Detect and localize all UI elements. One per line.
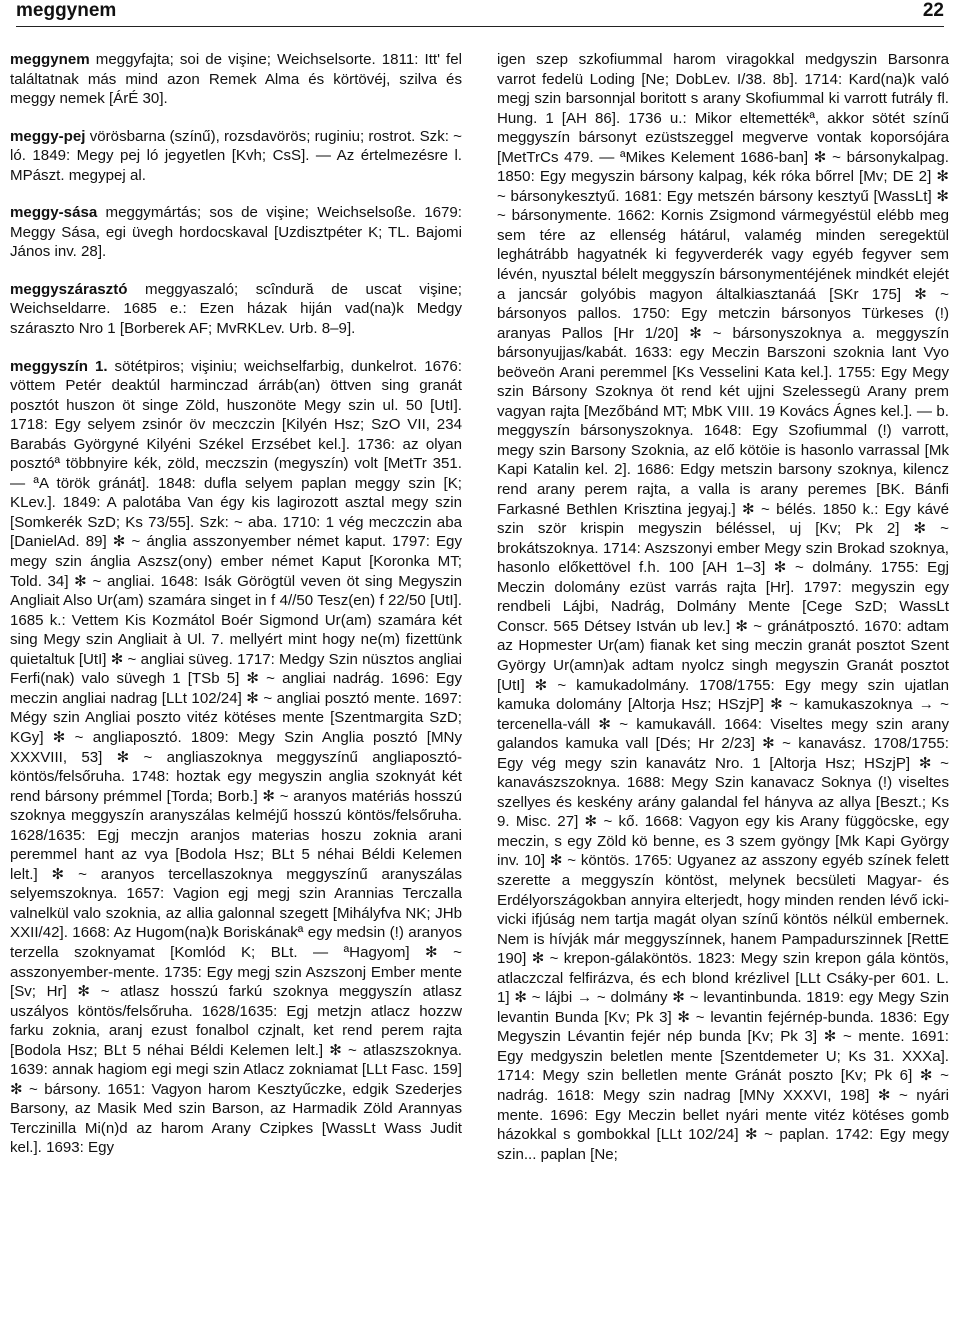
right-column bbox=[497, 50, 949, 1330]
dictionary-entry bbox=[10, 280, 462, 339]
entry-body: meggyfajta; soi de vişine; Weichselsorte. 1811: Itt' fel találtatnak más mind azon Remek Alma és körtövéj, szilva és meggy nemek [ÁrÉ 30]. bbox=[10, 51, 462, 108]
entry-text bbox=[10, 357, 462, 1158]
entry-text bbox=[10, 50, 462, 109]
entry-text bbox=[10, 280, 462, 339]
entry-headword: meggynem bbox=[10, 51, 90, 68]
sense-number: 1. bbox=[94, 357, 108, 375]
entry-headword: meggyszárasztó bbox=[10, 280, 128, 298]
entry-headword: meggy-pej bbox=[10, 127, 86, 145]
entry-body: vörösbarna (színű), rozsdavörös; ruginiu; rostrot. Szk: ~ ló. 1849: Megy pej ló jegyetlen [Kvh; CsS]. — Az értelmezésre l. MPászt. megypej al. bbox=[10, 127, 462, 184]
entry-headword: meggyszín bbox=[10, 357, 89, 375]
entry-continuation bbox=[497, 50, 949, 1164]
entry-body: meggyaszaló; scîndură de uscat vişine; Weichseldarre. 1685 e.: Ezen házak hiján vad(na)k Medgy száraszto Nro 1 [Borberek AF; MvRKLev. Urb. 8–9]. bbox=[10, 280, 462, 338]
left-column bbox=[10, 50, 462, 1330]
dictionary-entry bbox=[10, 127, 462, 186]
dictionary-entry bbox=[10, 50, 462, 109]
running-head bbox=[16, 0, 944, 27]
dictionary-entry bbox=[10, 357, 462, 1158]
entry-text bbox=[10, 203, 462, 262]
running-headword: meggynem bbox=[16, 0, 117, 21]
entry-body: meggymártás; sos de vişine; Weichselsoße. 1679: Meggy Sása, egi üvegh hordocskaval [Uzdisztpéter K; TL. Bajomi János inv. 28]. bbox=[10, 204, 462, 261]
page-number: 22 bbox=[922, 0, 944, 21]
dictionary-entry bbox=[10, 203, 462, 262]
entry-text bbox=[10, 127, 462, 186]
entry-headword: meggy-sása bbox=[10, 204, 98, 222]
entry-body: igen szep szkofiummal harom viragokkal medgyszin Barsonra varrot fedelü Loding [Ne; DobLev. I/38. 8b]. 1714: Kard(na)k való megj szin barsonnjal boritott s arany Skofiummal ki varrott futrály fl. Hung. 1 [AH 86]. 1736 u.: Mikor eltemettékª, akkor sötét színű meggyszín bársonyt ezüstszeggel megverve vontak koporsójára [MetTrCs 479. — ªMikes Kelement 1686-ban] ✻ ~ bársonykalpag. 1850: Egy megyszin bársony kalpag, kék róka bőrrel [Mv; DE 2] ✻ ~ bársonykesztyű. 1681: Egy metszén bársony kesztyű [WassLt] ✻ ~ bársonymente. 1662: Kornis Zsigmond vármegyéstül elébb meg sem tére az ellenség hátárul, valamég minden seregektül leghátrább hagyatnék ki fegyverderék vagy egyéb fegyver sem lévén, nyusztal bélelt meggyszín bársonymentéjének mindkét elejét a jancsár golyóbis magyon általkiasztanáá [SKr 175] ✻ ~ bársonyos pallos. 1750: Egy metczin bársonyos Türkeses (!) aranyas Pallos [Hr 1/20] ✻ ~ bársonyszoknya a. meggyszín bársonyujjas/kabát. 1633: egy Meczin Barszoni szoknia lant Vyo beöveön Arani peremmel [Ks Vesselini Kata kel.]. 1755: Egy Megy szin Bársony Szoknya öt rend két ujjni Szelessegü Arany prem vagyan rajta [Mezőbánd MT; MbK VIII. 19 Kovács Ágnes kel.]. — b. meggyszín bársonyszoknya. 1648: Egy Szofiummal (!) varrott, megy szin Barsony Szoknia, az elő kötöie is hasonlo varrassal [Mk Kapi Katalin kel. 2]. 1686: Edgy metszin barsony szoknya, kilencz rend arany perem rajta, a valla is arany peremes [BK. Bánfi Farkasné Bethlen Krisztina jegyaj.] ✻ ~ bélés. 1850 k.: Egy kávé szin ször krispin megyszin béléssel, uj [Kv; Pk 2] ✻ ~ brokátszoknya. 1714: Aszszonyi ember Megy szin Brokad szoknya, hasonlo előkettövel f.h. 100 [AH 1–3] ✻ ~ dolmány. 1755: Egj Meczin dolomány ezüst varrás rajta [Hr]. 1797: megyszin egy rendbeli Lájbi, Nadrág, Dolmány Mente [Cege SzD; WassLt Conscr. 565 Détsey István ub lev.] ✻ ~ gránátposztó. 1670: adtam az Hopmester Ur(am) fianak ket sing meczin granát posztot Szent György Ur(amn)ak adtam nyolcz singh megyszin Granát posztot [UtI] ✻ ~ kamukadolmány. 1708/1755: Egy megy szin ujatlan kamuka dolomány [Altorja Hsz; HSzjP] ✻ ~ kamukaszoknya → ~ tercenella-váll ✻ ~ kamukaváll. 1664: Viseltes megy szin arany galandos kamuka vall [Dés; Hr 2/23] ✻ ~ kanavász. 1708/1755: Egy vég megy szin kanavátz Nro. 1 [Altorja Hsz; HSzjP] ✻ ~ kanavászszoknya. 1688: Megy Szin kanavacz Soknya (!) viseltes szellyes és keskény arány galandal fel hányva az allya [Beszt.; Ks 9. Misc. 27] ✻ ~ kő. 1668: Vagyon egy kis Arany függöcske, egy meczin, s egy Zöld kö benne, es 3 szem gyöngy [Mk Kapi György inv. 10] ✻ ~ köntös. 1765: Ugyanez az asszony egyéb színek felett szerette a meggyszín köntöst, melynek becsületi Magyar- és Erdélyországokban annyira elterjedt, hogy minden renden lévő icki-vicki ifjúság nem tartja magát olyan színű köntös nélkül embernek. Nem is hívják már meggyszínnek, hanem Pampadurszinnek [RettE 190] ✻ ~ krepon-gálaköntös. 1823: Megy szin krepon gála köntös, atlaczczal felfirázva, és ech blond krézlivel [LLt Csáky-per 601. L. 1] ✻ ~ lájbi → ~ dolmány ✻ ~ levantinbunda. 1819: egy Megy Szin levantin Bunda [Kv; Pk 3] ✻ ~ levantin fejérnép-bunda. 1836: Egy Megyszin Lévantin fejér nép bunda [Kv; Pk 3] ✻ ~ mente. 1691: Egy medgyszin beletlen mente [Szentdemeter U; Ks 31. XXXa]. 1714: Megy szin belletlen mente Gránát poszto [Kv; Pk 6] ✻ ~ nadrág. 1618: Megy szin nadrag [MNy XXXVI, 198] ✻ ~ nyári mente. 1696: Egy Meczin bellet nyári mente vitéz kötéses gomb házokkal s gombokkal [LLt 102/24] ✻ ~ paplan. 1742: Egy megy szin... paplan [Ne; bbox=[497, 51, 949, 1163]
entry-body: sötétpiros; vişiniu; weichselfarbig, dunkelrot. 1676: vöttem Petér deaktúl harminczad árráb(an) öttven sing granát posztót huszon öt singe Zöld, huszonöte Megy szin ul. 50 [UtI]. 1718: Egy selyem zsinór öv meczczin [Kilyén Hsz; SzO VII, 234 Barabás Györgyné Kilyéni Székel Erzsébet kel.]. 1736: az olyan posztóª többnyire kék, zöld, meczszin (megyszín) volt [MetTr 351. — ªA török gránát]. 1848: dufla selyem paplan meggy szin [K; KLev.]. 1849: A palotába Van égy kis lagirozott asztal megy szin [Somkerék SzD; Ks 73/55]. Szk: ~ aba. 1710: 1 vég meczczin aba [DanielAd. 89] ✻ ~ ánglia asszonyember német kaput. 1797: Egy megy szin ánglia Aszsz(ony) ember német Kaput [Koronka MT; Told. 34] ✻ ~ angliai. 1648: Isák Görögtül veven öt sing Megyszin Angliait Also Ur(am) szamára singet in f 4//50 Tesz(en) f 22/50 [UtI]. 1685 k.: Vettem Kis Kozmátol Boér Sigmond Ur(am) szamára két sing Megy szin Angliait à Ul. 7. mellyért mint hogy ne(m) fizettünk quietaltuk [UtI] ✻ ~ angliai süveg. 1717: Medgy Szin nüsztos angliai Ferfi(nak) valo süvegh 1 [TSb 5] ✻ ~ angliai nadrág. 1696: Egy meczin angliai nadrag [LLt 102/24] ✻ ~ angliai posztó mente. 1697: Mégy szin Angliai poszto vitéz kötéses mente [Szentmargita SzD; KGy] ✻ ~ angliaposztó. 1809: Megy Szin Anglia posztó [MNy XXXVIII, 53] ✻ ~ angliaszoknya meggyszínű angliaposztó-köntös/felsőruha. 1748: hoztak egy megyszin anglia szoknyát két rend bársony prémmel [Torda; Borb.] ✻ ~ aranyos matériás hosszú szoknya meggyszín aranyszálas kelméjű hosszú köntös/felsőruha. 1628/1635: Egj meczjn aranjos materias hoszu zoknia arani peremmel hant az vya [Bodola Hsz; BLt 5 néhai Béldi Kelemen lelt.] ✻ ~ aranyos tercellaszoknya meggyszínű aranyszálas selyemszoknya. 1657: Vagion egj megj szin Arannias Terczalla valnelkül valo szoknia, az allia galonnal szegett [Mihályfva NK; JHb XXII/42]. 1668: Az Hugom(na)k Boriskánakª egy medsin (!) aranyos terzella szoknyamat [Komlód K; BLt. — ªHagyom] ✻ ~ asszonyember-mente. 1735: Egy megj szin Aszszonj Ember mente [Sv; Hr] ✻ ~ atlasz hosszú farkú szoknya meggyszín atlasz uszályos köntös/felsőruha. 1628/1635: Egj metzjn atlacz hozzw farku zoknia, aranj ezust fonalbol czjnalt, ket rend perem rajta [Bodola Hsz; BLt 5 néhai Béldi Kelemen lelt.] ✻ ~ atlaszszoknya. 1639: annak hagiom egi megi szin Atlacz zokniamat [LLt Fasc. 159] ✻ ~ bársony. 1651: Vagyon harom Kesztyűczke, edgik Szederjes Barsony, az Masik Med szin Barson, az Harmadik Zöld Arannyas Terczinilla Mi(n)d az harom Arany Czipkes [WassLt Wass Judit kel.]. 1693: Egy bbox=[10, 357, 462, 1157]
